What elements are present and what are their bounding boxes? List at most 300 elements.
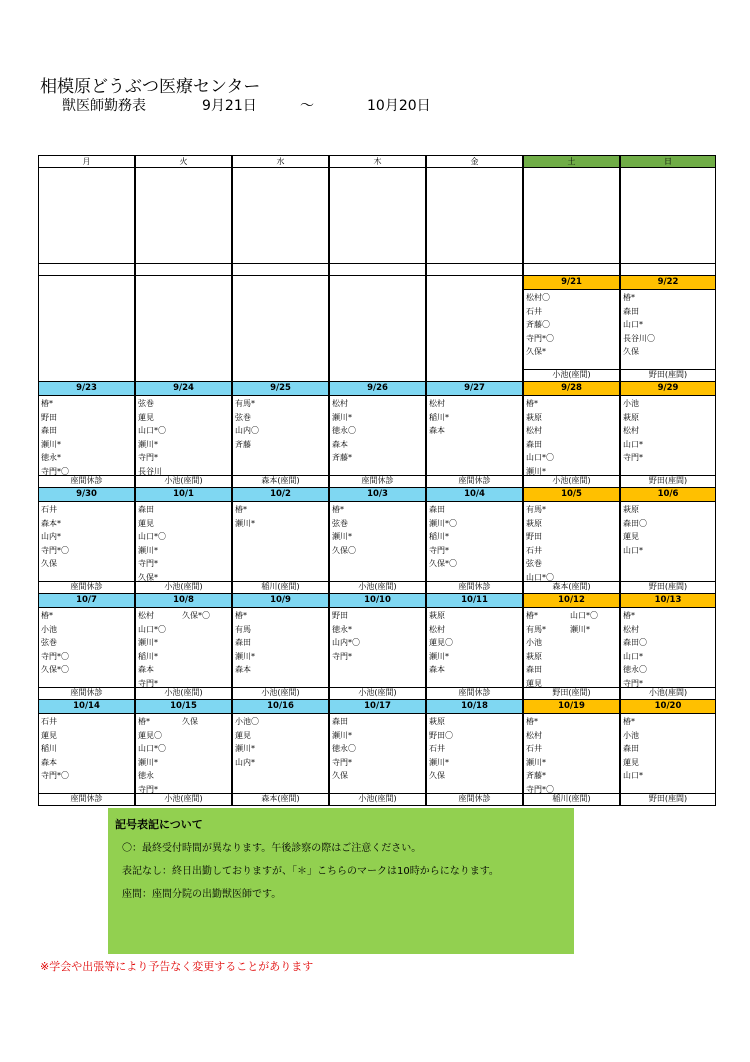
vet-list <box>524 290 619 360</box>
vet-name: 椿* <box>41 399 53 408</box>
change-warning: ※学会や出張等により予告なく変更することがあります <box>40 960 314 973</box>
empty-day-cell <box>135 167 232 276</box>
day-date: 10/4 <box>427 488 522 502</box>
vet-name: 有馬 <box>235 624 251 634</box>
vet-name: 萩原 <box>526 651 542 661</box>
vet-name: 長谷川〇 <box>623 333 655 343</box>
vet-name: 寺門*〇 <box>526 784 554 794</box>
vet-name: 石井 <box>429 744 445 754</box>
cell-footer <box>330 263 425 275</box>
empty-day-cell <box>329 275 426 382</box>
weekday-header: 月 <box>38 155 135 168</box>
vet-name: 小池 <box>41 624 57 634</box>
vet-name: 瀬川* <box>332 532 352 542</box>
vet-name: 蓮見 <box>623 532 639 542</box>
day-date: 9/30 <box>39 488 134 502</box>
vet-name: 有馬* <box>526 505 546 514</box>
day-date: 10/14 <box>39 700 134 714</box>
day-date: 10/17 <box>330 700 425 714</box>
vet-list <box>233 714 328 770</box>
day-date: 10/1 <box>136 488 231 502</box>
vet-name: 瀬川* <box>138 757 158 767</box>
vet-name: 森田 <box>526 439 542 449</box>
vet-list <box>427 714 522 784</box>
vet-list <box>233 502 328 531</box>
cell-footer <box>233 263 328 275</box>
day-cell <box>523 275 620 382</box>
day-date: 10/3 <box>330 488 425 502</box>
vet-name: 久保 <box>41 559 57 569</box>
cell-footer <box>427 263 522 275</box>
day-cell <box>135 487 232 594</box>
zama-assignment: 小池(座間) <box>136 475 231 487</box>
vet-name: 寺門* <box>623 678 643 688</box>
vet-list <box>621 290 715 360</box>
legend-asterisk-note: 表記なし：終日出勤しておりますが、「＊」こちらのマークは10時からになります。 <box>122 866 499 877</box>
day-cell <box>620 487 716 594</box>
vet-name: 斉藤 <box>235 439 251 449</box>
vet-list <box>524 714 619 798</box>
day-cell <box>620 275 716 382</box>
vet-name: 稲川* <box>429 532 449 542</box>
vet-name: 蓮見 <box>138 412 154 422</box>
vet-name: 山口* <box>623 771 643 781</box>
vet-name: 久保 <box>429 771 445 781</box>
vet-name: 弦巻 <box>526 559 542 569</box>
vet-name: 寺門* <box>623 453 643 463</box>
vet-name: 久保* <box>138 572 158 582</box>
vet-name: 小池 <box>526 638 542 648</box>
zama-assignment: 野田(座間) <box>621 475 715 487</box>
vet-name: 斉藤* <box>526 771 546 781</box>
vet-name: 蓮見 <box>623 757 639 767</box>
vet-list <box>621 502 715 558</box>
vet-list <box>136 396 231 480</box>
legend-title: 記号表記について <box>115 818 203 831</box>
day-cell <box>620 381 716 488</box>
day-cell <box>426 381 523 488</box>
zama-assignment: 小池(座間) <box>330 793 425 805</box>
day-date: 10/12 <box>524 594 619 608</box>
day-date: 9/26 <box>330 382 425 396</box>
day-cell <box>523 487 620 594</box>
vet-name: 石井 <box>41 505 57 514</box>
vet-name: 山口*〇 <box>138 744 166 754</box>
day-cell <box>426 593 523 700</box>
vet-name: 森田 <box>332 717 348 726</box>
day-cell <box>232 487 329 594</box>
zama-assignment: 野田(座間) <box>524 687 619 699</box>
page-title: 相模原どうぶつ医療センター <box>40 77 261 97</box>
zama-assignment: 小池(座間) <box>233 687 328 699</box>
vet-name: 久保* <box>526 347 546 357</box>
vet-name: 山内〇 <box>235 426 259 436</box>
vet-name: 寺門*〇 <box>41 545 69 555</box>
day-date: 10/10 <box>330 594 425 608</box>
day-cell <box>232 699 329 806</box>
empty-day-cell <box>329 167 426 276</box>
vet-name: 山口* <box>623 545 643 555</box>
zama-assignment: 森本(座間) <box>233 475 328 487</box>
vet-name: 森本 <box>235 665 251 675</box>
empty-day-cell <box>620 167 716 276</box>
day-date: 10/11 <box>427 594 522 608</box>
vet-name: 山口* <box>623 439 643 449</box>
vet-name: 森田 <box>526 665 542 675</box>
vet-name: 蓮見 <box>41 730 57 740</box>
vet-name: 久保*〇 <box>429 559 457 569</box>
vet-name: 石井 <box>526 545 542 555</box>
vet-name: 森田 <box>623 744 639 754</box>
zama-assignment: 小池(座間) <box>136 793 231 805</box>
zama-assignment: 森本(座間) <box>233 793 328 805</box>
empty-day-cell <box>523 167 620 276</box>
vet-name: 椿* <box>41 611 53 620</box>
vet-name: 萩原 <box>623 505 639 514</box>
vet-list <box>39 714 134 784</box>
zama-assignment: 小池(座間) <box>524 475 619 487</box>
vet-name: 山口*〇 <box>570 611 598 620</box>
day-cell <box>426 487 523 594</box>
vet-list <box>524 608 619 692</box>
day-cell <box>135 593 232 700</box>
vet-name: 椿* <box>623 717 635 726</box>
zama-assignment: 座間休診 <box>330 475 425 487</box>
vet-name: 徳永〇 <box>332 744 356 754</box>
vet-name: 森田〇 <box>623 518 647 528</box>
vet-name: 寺門* <box>138 678 158 688</box>
vet-list <box>524 502 619 586</box>
weekday-header: 火 <box>135 155 232 168</box>
vet-name: 松村 <box>526 730 542 740</box>
day-date: 10/20 <box>621 700 715 714</box>
day-date: 10/5 <box>524 488 619 502</box>
vet-name: 寺門* <box>429 545 449 555</box>
empty-day-cell <box>426 275 523 382</box>
vet-name: 石井 <box>41 717 57 726</box>
vet-name: 森本 <box>429 665 445 675</box>
day-date: 9/23 <box>39 382 134 396</box>
vet-name: 瀬川* <box>138 638 158 648</box>
vet-name: 弦巻 <box>138 399 154 408</box>
vet-name: 椿* <box>623 611 635 620</box>
vet-list <box>39 502 134 572</box>
vet-name: 椿* <box>526 399 538 408</box>
day-cell <box>38 593 135 700</box>
day-cell <box>329 487 426 594</box>
day-cell <box>232 381 329 488</box>
vet-name: 寺門*〇 <box>41 651 69 661</box>
zama-assignment: 野田(座間) <box>621 369 715 381</box>
day-date: 10/15 <box>136 700 231 714</box>
vet-name: 瀬川* <box>526 757 546 767</box>
vet-name: 稲川* <box>429 412 449 422</box>
vet-list <box>136 714 231 798</box>
vet-list <box>330 396 425 466</box>
vet-name: 斉藤* <box>332 453 352 463</box>
vet-list <box>233 396 328 452</box>
vet-name: 小池〇 <box>235 717 259 726</box>
day-date: 10/18 <box>427 700 522 714</box>
vet-name: 瀬川* <box>429 757 449 767</box>
vet-name: 久保*〇 <box>41 665 69 675</box>
vet-name: 小池 <box>623 399 639 408</box>
vet-name: 森本* <box>41 518 61 528</box>
vet-name: 弦巻 <box>235 412 251 422</box>
zama-assignment: 座間休診 <box>427 475 522 487</box>
vet-name: 瀬川* <box>429 651 449 661</box>
vet-name: 瀬川* <box>235 744 255 754</box>
vet-name: 寺門*〇 <box>41 466 69 476</box>
vet-name: 山内*〇 <box>332 638 360 648</box>
vet-name: 森本 <box>138 665 154 675</box>
vet-name: 野田 <box>41 412 57 422</box>
vet-name: 山口*〇 <box>138 532 166 542</box>
vet-name: 瀬川* <box>235 518 255 528</box>
vet-name: 小池 <box>623 730 639 740</box>
vet-name: 久保*〇 <box>182 611 210 620</box>
day-date: 10/2 <box>233 488 328 502</box>
vet-name: 山口*〇 <box>526 572 554 582</box>
day-cell <box>135 381 232 488</box>
weekday-header: 木 <box>329 155 426 168</box>
day-cell <box>523 593 620 700</box>
vet-name: 森田 <box>623 306 639 316</box>
vet-name: 萩原 <box>526 412 542 422</box>
day-date: 10/8 <box>136 594 231 608</box>
vet-name: 寺門* <box>138 559 158 569</box>
zama-assignment: 小池(座間) <box>330 687 425 699</box>
day-cell <box>232 593 329 700</box>
vet-name: 寺門* <box>138 453 158 463</box>
vet-name: 長谷川 <box>138 466 162 476</box>
empty-day-cell <box>426 167 523 276</box>
zama-assignment: 森本(座間) <box>524 581 619 593</box>
vet-name: 山内* <box>235 757 255 767</box>
vet-list <box>330 608 425 664</box>
vet-list <box>39 396 134 480</box>
vet-name: 徳永* <box>41 453 61 463</box>
vet-name: 寺門* <box>332 651 352 661</box>
vet-name: 萩原 <box>623 412 639 422</box>
zama-assignment: 座間休診 <box>39 793 134 805</box>
vet-name: 椿* <box>623 293 635 302</box>
vet-name: 山口*〇 <box>138 426 166 436</box>
vet-name: 森田〇 <box>623 638 647 648</box>
vet-name: 山口*〇 <box>526 453 554 463</box>
vet-name: 寺門*〇 <box>526 333 554 343</box>
day-cell <box>620 593 716 700</box>
vet-name: 松村〇 <box>526 293 550 302</box>
vet-list <box>136 608 231 692</box>
vet-name: 徳永* <box>332 624 352 634</box>
cell-footer <box>621 263 715 275</box>
legend-zama-note: 座間：座間分院の出勤獣医師です。 <box>122 889 282 900</box>
vet-name: 瀬川* <box>138 545 158 555</box>
vet-name: 椿* <box>235 505 247 514</box>
legend-box <box>108 808 574 954</box>
day-cell <box>38 487 135 594</box>
zama-assignment: 小池(座間) <box>524 369 619 381</box>
vet-list <box>330 714 425 784</box>
vet-name: 椿* <box>235 611 247 620</box>
zama-assignment: 稲川(座間) <box>524 793 619 805</box>
vet-name: 瀬川* <box>526 466 546 476</box>
day-date: 10/19 <box>524 700 619 714</box>
vet-list <box>427 396 522 439</box>
vet-name: 石井 <box>526 306 542 316</box>
vet-name: 瀬川* <box>235 651 255 661</box>
vet-name: 松村 <box>429 624 445 634</box>
weekday-header: 日 <box>620 155 716 168</box>
vet-name: 森田 <box>138 505 154 514</box>
vet-name: 蓮見 <box>235 730 251 740</box>
zama-assignment: 座間休診 <box>39 581 134 593</box>
day-cell <box>329 381 426 488</box>
empty-day-cell <box>38 167 135 276</box>
vet-list <box>427 608 522 678</box>
vet-name: 弦巻 <box>41 638 57 648</box>
day-date: 10/16 <box>233 700 328 714</box>
vet-name: 蓮見 <box>526 678 542 688</box>
zama-assignment: 座間休診 <box>427 793 522 805</box>
vet-name: 松村 <box>429 399 445 408</box>
vet-name: 寺門*〇 <box>41 771 69 781</box>
vet-name: 石井 <box>526 744 542 754</box>
vet-name: 森本 <box>41 757 57 767</box>
vet-name: 椿* <box>138 717 150 726</box>
vet-list <box>621 714 715 784</box>
zama-assignment: 野田(座間) <box>621 581 715 593</box>
vet-name: 萩原 <box>526 518 542 528</box>
subtitle-label: 獣医師勤務表 <box>62 98 146 114</box>
day-date: 10/13 <box>621 594 715 608</box>
day-cell <box>426 699 523 806</box>
vet-name: 松村 <box>623 426 639 436</box>
vet-name: 松村 <box>623 624 639 634</box>
vet-list <box>524 396 619 480</box>
day-cell <box>135 699 232 806</box>
vet-name: 蓮見〇 <box>429 638 453 648</box>
vet-name: 野田 <box>526 532 542 542</box>
period-start: 9月21日 <box>202 98 257 114</box>
vet-name: 有馬* <box>526 624 546 634</box>
zama-assignment: 小池(座間) <box>136 687 231 699</box>
day-date: 9/28 <box>524 382 619 396</box>
cell-footer <box>136 263 231 275</box>
vet-list <box>427 502 522 572</box>
vet-name: 稲川* <box>138 651 158 661</box>
day-date: 10/7 <box>39 594 134 608</box>
zama-assignment: 座間休診 <box>427 581 522 593</box>
vet-name: 徳永〇 <box>623 665 647 675</box>
weekday-header: 土 <box>523 155 620 168</box>
vet-name: 森田 <box>41 426 57 436</box>
day-date: 10/9 <box>233 594 328 608</box>
vet-name: 森本 <box>429 426 445 436</box>
vet-name: 野田〇 <box>429 730 453 740</box>
zama-assignment: 座間休診 <box>39 687 134 699</box>
vet-name: 蓮見〇 <box>138 730 162 740</box>
vet-name: 山口*〇 <box>138 624 166 634</box>
vet-name: 久保〇 <box>332 545 356 555</box>
zama-assignment: 座間休診 <box>39 475 134 487</box>
vet-name: 瀬川* <box>332 412 352 422</box>
day-cell <box>523 381 620 488</box>
vet-name: 萩原 <box>429 611 445 620</box>
vet-name: 森田 <box>429 505 445 514</box>
day-date: 9/29 <box>621 382 715 396</box>
vet-list <box>39 608 134 678</box>
vet-name: 椿* <box>526 611 538 620</box>
vet-name: 久保 <box>623 347 639 357</box>
vet-name: 稲川 <box>41 744 57 754</box>
day-date: 9/27 <box>427 382 522 396</box>
period-separator: ～ <box>300 98 314 114</box>
schedule-calendar <box>38 155 716 806</box>
vet-name: 斉藤〇 <box>526 320 550 330</box>
vet-list <box>621 396 715 466</box>
period-end: 10月20日 <box>367 98 431 114</box>
cell-footer <box>39 263 134 275</box>
vet-list <box>233 608 328 678</box>
vet-name: 蓮見 <box>138 518 154 528</box>
vet-name: 瀬川* <box>41 439 61 449</box>
zama-assignment: 座間休診 <box>427 687 522 699</box>
day-cell <box>620 699 716 806</box>
day-cell <box>523 699 620 806</box>
empty-day-cell <box>38 275 135 382</box>
empty-day-cell <box>232 275 329 382</box>
weekday-header: 水 <box>232 155 329 168</box>
day-date: 9/22 <box>621 276 715 290</box>
vet-name: 久保 <box>182 717 198 726</box>
vet-name: 森本 <box>332 439 348 449</box>
vet-name: 山内* <box>41 532 61 542</box>
vet-name: 松村 <box>332 399 348 408</box>
day-date: 9/21 <box>524 276 619 290</box>
vet-name: 有馬* <box>235 399 255 408</box>
empty-day-cell <box>135 275 232 382</box>
vet-name: 森田 <box>235 638 251 648</box>
empty-day-cell <box>232 167 329 276</box>
zama-assignment: 稲川(座間) <box>233 581 328 593</box>
vet-name: 松村 <box>138 611 154 620</box>
vet-name: 弦巻 <box>332 518 348 528</box>
vet-name: 寺門* <box>138 784 158 794</box>
cell-footer <box>524 263 619 275</box>
vet-name: 久保 <box>332 771 348 781</box>
vet-name: 野田 <box>332 611 348 620</box>
day-date: 9/25 <box>233 382 328 396</box>
zama-assignment: 野田(座間) <box>621 793 715 805</box>
weekday-header: 金 <box>426 155 523 168</box>
day-cell <box>38 381 135 488</box>
day-cell <box>38 699 135 806</box>
day-cell <box>329 699 426 806</box>
day-cell <box>329 593 426 700</box>
vet-name: 徳永 <box>138 771 154 781</box>
zama-assignment: 小池(座間) <box>330 581 425 593</box>
vet-name: 椿* <box>332 505 344 514</box>
vet-name: 山口* <box>623 320 643 330</box>
vet-name: 瀬川* <box>570 624 590 634</box>
zama-assignment: 小池(座間) <box>136 581 231 593</box>
vet-name: 寺門* <box>332 757 352 767</box>
vet-name: 萩原 <box>429 717 445 726</box>
vet-name: 瀬川*〇 <box>429 518 457 528</box>
vet-name: 瀬川* <box>138 439 158 449</box>
